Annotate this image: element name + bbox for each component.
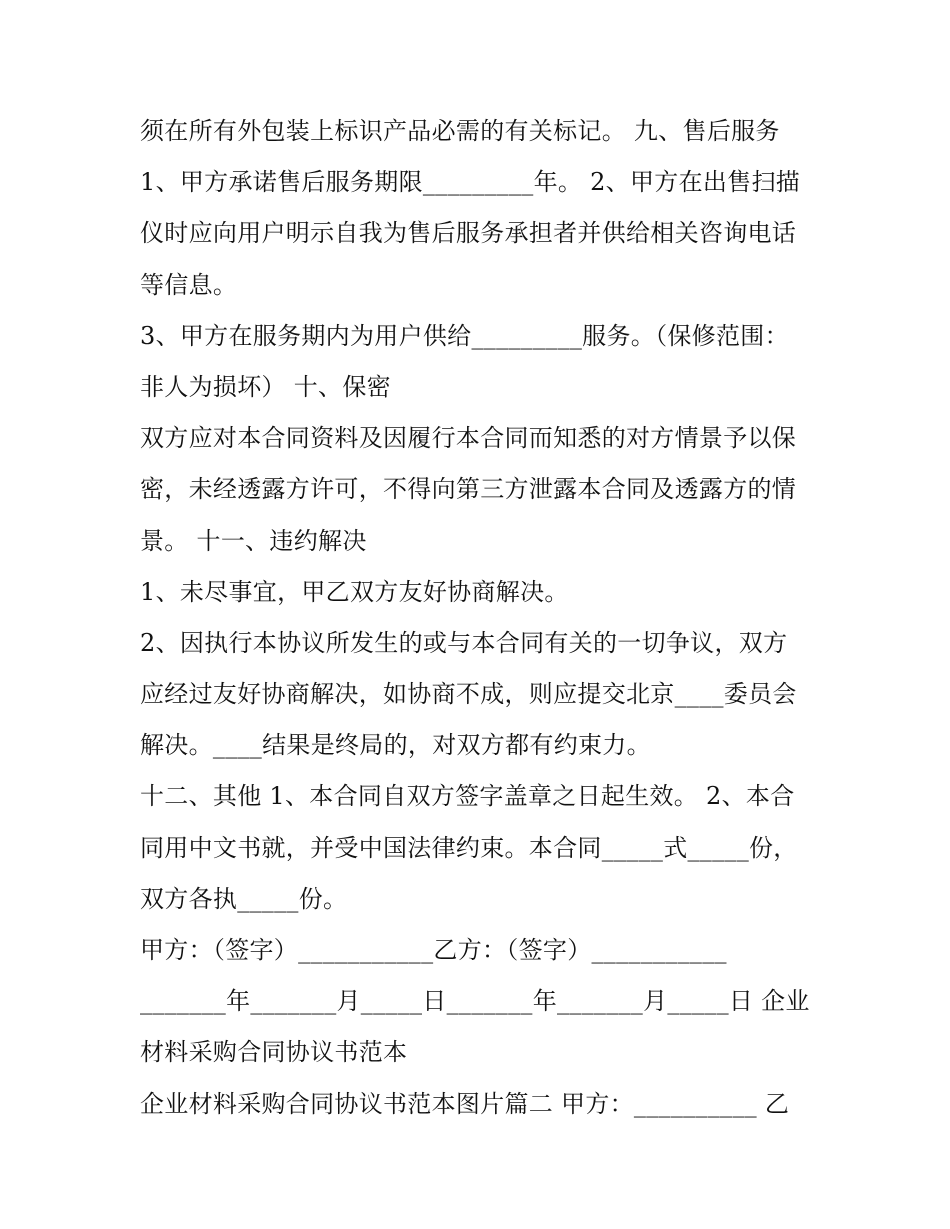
text-line: 十二、其他 1、本合同自双方签字盖章之日起生效。 2、本合: [140, 782, 795, 811]
date-line: _______年_______月_____日_______年_______月_____日 企业: [140, 987, 810, 1016]
signature-line: 甲方：（签字）___________乙方：（签字）___________: [140, 936, 727, 964]
text-line: 企业材料采购合同协议书范本图片篇二 甲方：__________ 乙: [140, 1089, 790, 1118]
text-line: 3、甲方在服务期内为用户供给_________服务。（保修范围：: [140, 321, 789, 350]
text-line: 仪时应向用户明示自我为售后服务承担者并供给相关咨询电话: [140, 219, 797, 248]
text-line: 等信息。: [140, 270, 238, 299]
text-line: 材料采购合同协议书范本: [140, 1038, 408, 1067]
text-line: 应经过友好协商解决，如协商不成，则应提交北京____委员会: [140, 680, 797, 709]
text-line: 2、因执行本协议所发生的或与本合同有关的一切争议，双方: [140, 628, 788, 657]
text-line: 同用中文书就，并受中国法律约束。本合同_____式_____份，: [140, 833, 798, 862]
text-line: 密，未经透露方许可，不得向第三方泄露本合同及透露方的情: [140, 475, 797, 504]
text-line: 非人为损坏） 十、保密: [140, 372, 391, 401]
text-line: 1、甲方承诺售后服务期限_________年。 2、甲方在出售扫描: [140, 168, 801, 197]
text-line: 双方应对本合同资料及因履行本合同而知悉的对方情景予以保: [140, 424, 797, 453]
text-line: 须在所有外包装上标识产品必需的有关标记。 九、售后服务: [140, 117, 780, 145]
text-line: 1、未尽事宜，甲乙双方友好协商解决。: [140, 577, 569, 606]
text-line: 景。 十一、违约解决: [140, 526, 367, 555]
text-line: 解决。____结果是终局的，对双方都有约束力。: [140, 731, 651, 760]
document-body: [140, 106, 820, 1130]
text-line: 双方各执_____份。: [140, 884, 348, 913]
